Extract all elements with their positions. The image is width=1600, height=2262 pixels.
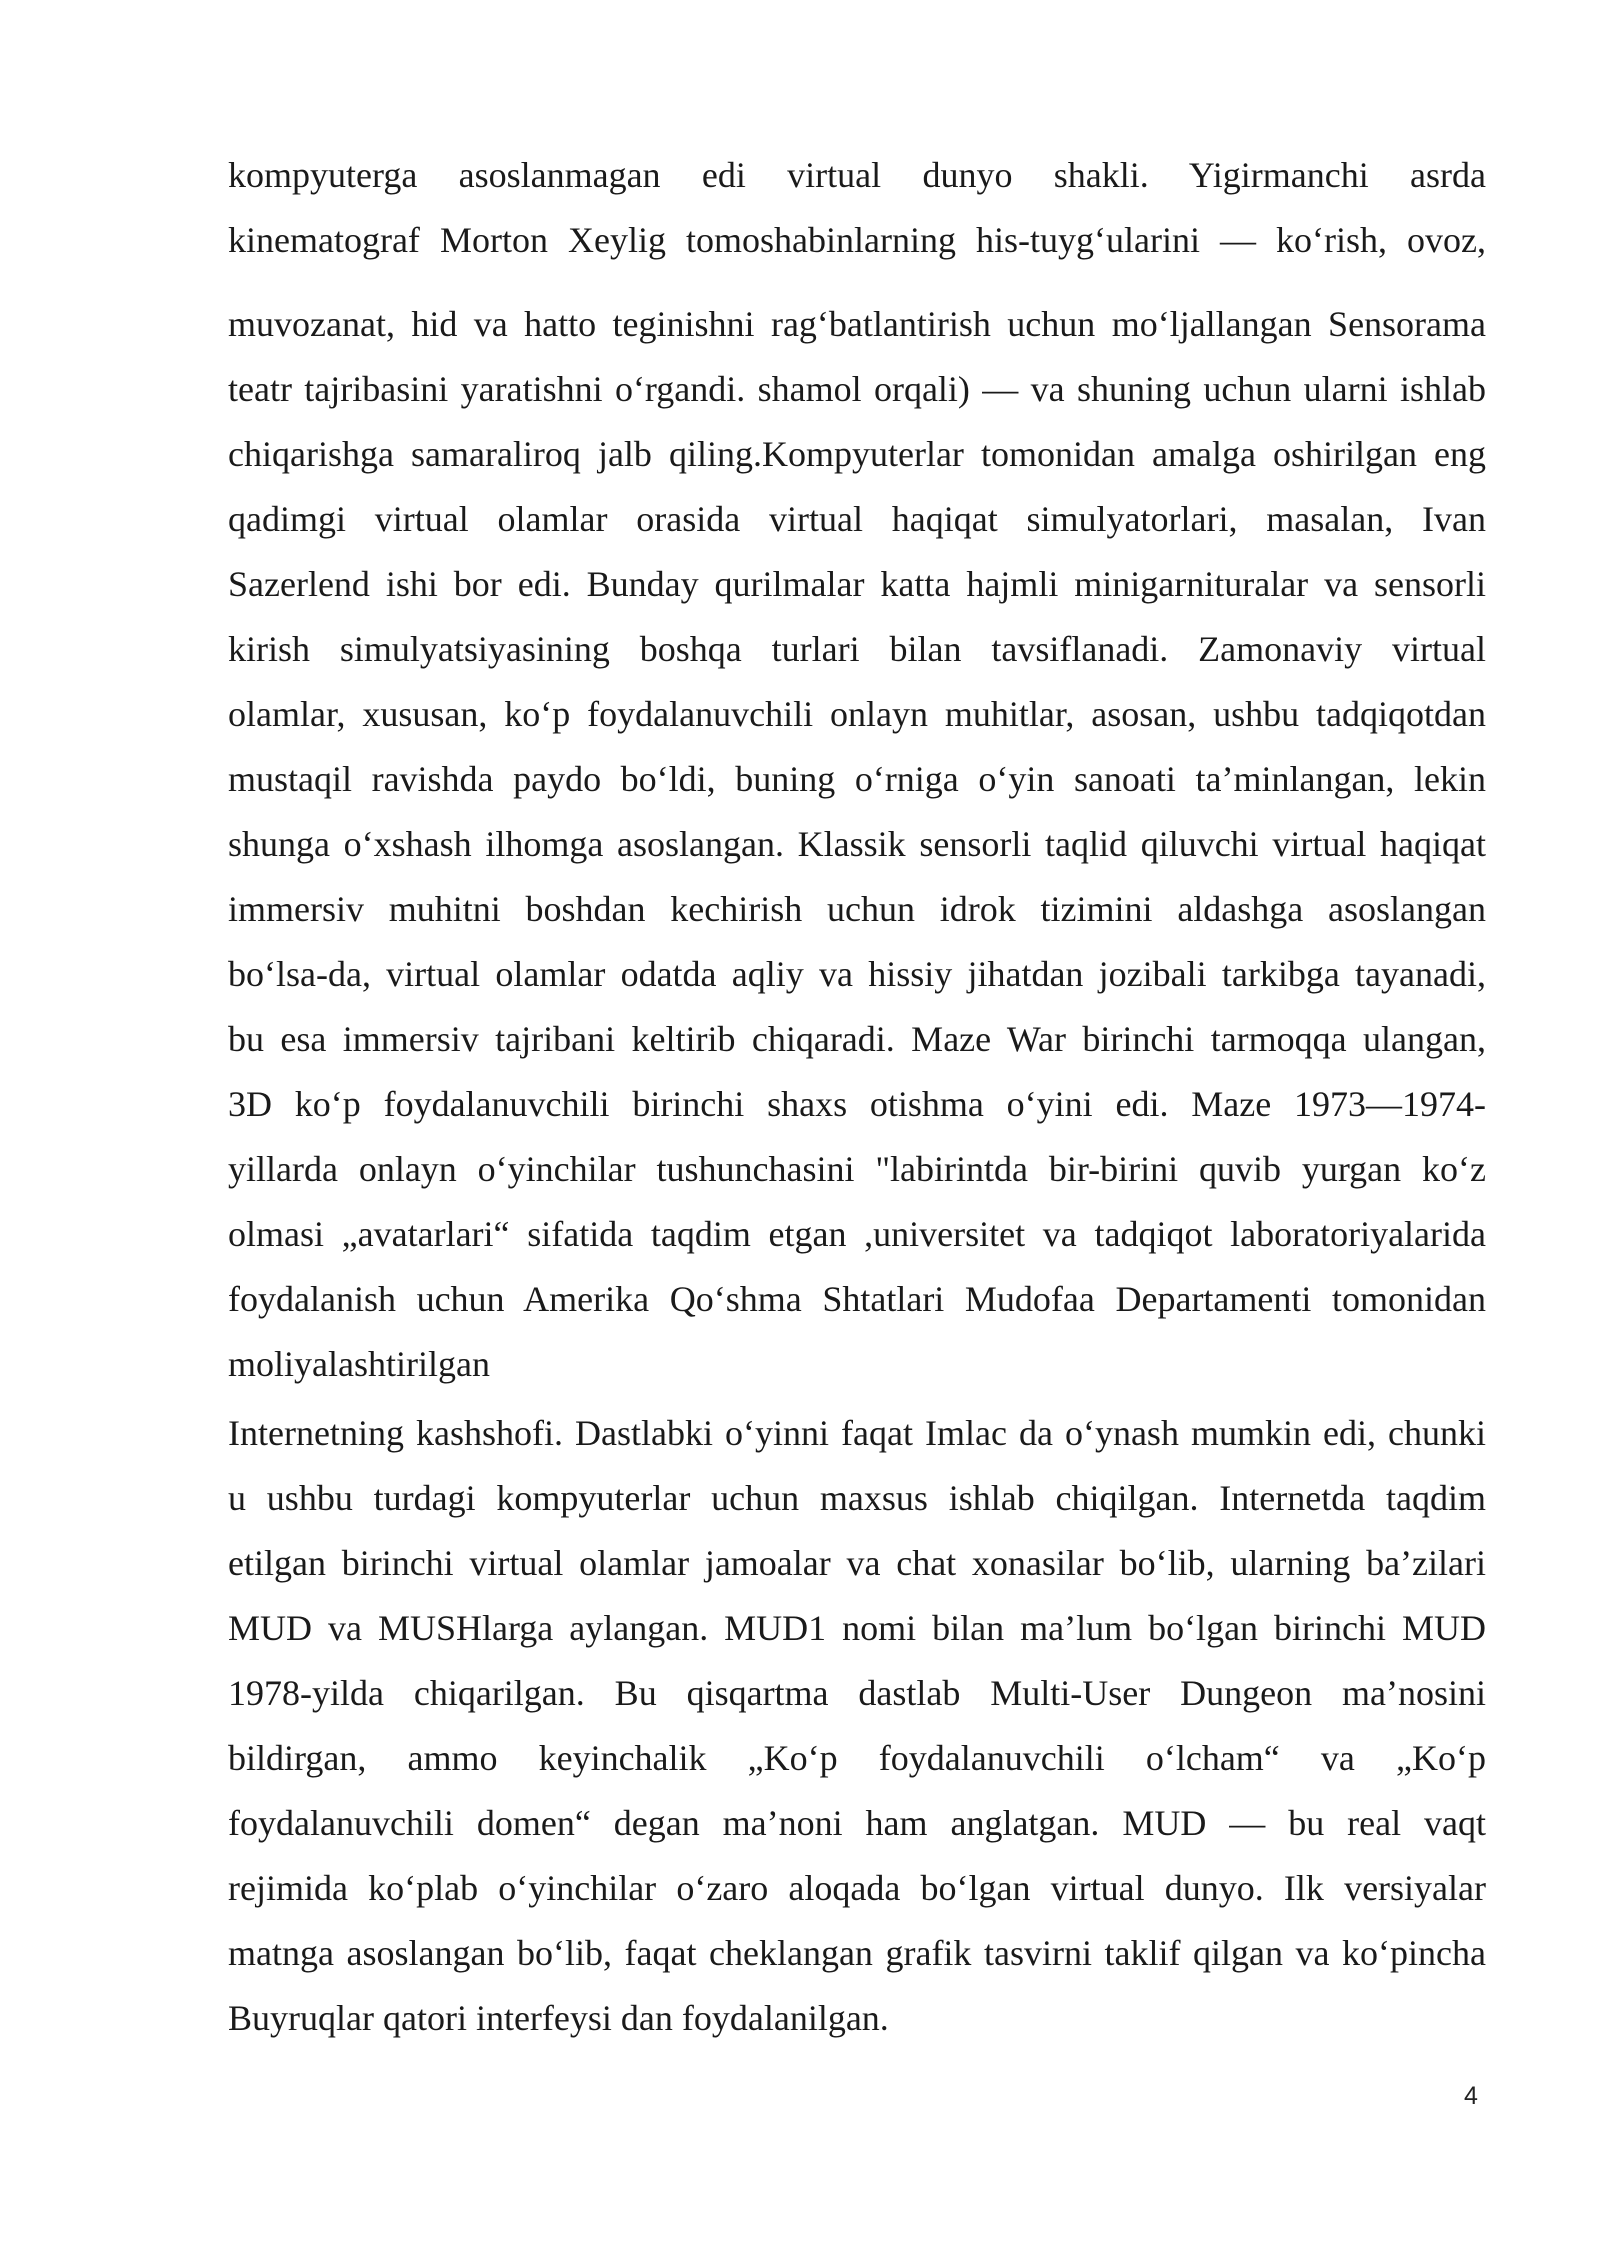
text-line: kompyuterga asoslanmagan edi virtual dunyo shakli. Yigirmanchi asrda: [228, 155, 1486, 195]
text-line: qadimgi virtual olamlar orasida virtual haqiqat simulyatorlari, masalan, Ivan: [228, 499, 1486, 539]
text-line: yillarda onlayn oʻyinchilar tushunchasini "labirintda bir-birini quvib yurgan koʻz: [228, 1149, 1486, 1189]
text-line: Internetning kashshofi. Dastlabki oʻyinni faqat Imlac da oʻynash mumkin edi, chunki: [228, 1413, 1486, 1453]
text-line: mustaqil ravishda paydo boʻldi, buning oʻrniga oʻyin sanoati ta’minlangan, lekin: [228, 759, 1486, 799]
text-line: shunga oʻxshash ilhomga asoslangan. Klassik sensorli taqlid qiluvchi virtual haqiqat: [228, 824, 1486, 864]
text-line: immersiv muhitni boshdan kechirish uchun idrok tizimini aldashga asoslangan: [228, 889, 1486, 929]
paragraph-2: [228, 1401, 1486, 2051]
page-number: 4: [1464, 2082, 1478, 2110]
paragraph-1: [228, 143, 1486, 1397]
text-line: foydalanuvchili domen“ degan ma’noni ham anglatgan. MUD — bu real vaqt: [228, 1803, 1486, 1843]
text-line: Buyruqlar qatori interfeysi dan foydalanilgan.: [228, 1998, 889, 2038]
text-line: moliyalashtirilgan: [228, 1344, 490, 1384]
text-line: olmasi „avatarlari“ sifatida taqdim etgan ,universitet va tadqiqot laboratoriyalarida: [228, 1214, 1486, 1254]
text-line: 1978-yilda chiqarilgan. Bu qisqartma dastlab Multi-User Dungeon ma’nosini: [228, 1673, 1486, 1713]
text-line: MUD va MUSHlarga aylangan. MUD1 nomi bilan ma’lum boʻlgan birinchi MUD: [228, 1608, 1486, 1648]
text-line: 3D koʻp foydalanuvchili birinchi shaxs otishma oʻyini edi. Maze 1973—1974-: [228, 1084, 1486, 1124]
text-line: muvozanat, hid va hatto teginishni ragʻbatlantirish uchun moʻljallangan Sensorama: [228, 304, 1486, 344]
text-line: kinematograf Morton Xeylig tomoshabinlarning his-tuygʻularini — koʻrish, ovoz,: [228, 220, 1486, 260]
text-line: rejimida koʻplab oʻyinchilar oʻzaro aloqada boʻlgan virtual dunyo. Ilk versiyalar: [228, 1868, 1486, 1908]
text-line: etilgan birinchi virtual olamlar jamoalar va chat xonasilar boʻlib, ularning ba’zilari: [228, 1543, 1486, 1583]
text-line: teatr tajribasini yaratishni oʻrgandi. shamol orqali) — va shuning uchun ularni ishlab: [228, 369, 1486, 409]
text-line: bildirgan, ammo keyinchalik „Koʻp foydalanuvchili oʻlcham“ va „Koʻp: [228, 1738, 1486, 1778]
text-line: chiqarishga samaraliroq jalb qiling.Kompyuterlar tomonidan amalga oshirilgan eng: [228, 434, 1486, 474]
text-line: matnga asoslangan boʻlib, faqat cheklangan grafik tasvirni taklif qilgan va koʻpincha: [228, 1933, 1486, 1973]
text-line: olamlar, xususan, koʻp foydalanuvchili onlayn muhitlar, asosan, ushbu tadqiqotdan: [228, 694, 1486, 734]
text-line: boʻlsa-da, virtual olamlar odatda aqliy va hissiy jihatdan jozibali tarkibga tayanadi,: [228, 954, 1486, 994]
text-line: bu esa immersiv tajribani keltirib chiqaradi. Maze War birinchi tarmoqqa ulangan,: [228, 1019, 1486, 1059]
text-line: foydalanish uchun Amerika Qoʻshma Shtatlari Mudofaa Departamenti tomonidan: [228, 1279, 1486, 1319]
text-line: kirish simulyatsiyasining boshqa turlari bilan tavsiflanadi. Zamonaviy virtual: [228, 629, 1486, 669]
text-line: u ushbu turdagi kompyuterlar uchun maxsus ishlab chiqilgan. Internetda taqdim: [228, 1478, 1486, 1518]
text-line: Sazerlend ishi bor edi. Bunday qurilmalar katta hajmli minigarnituralar va sensorli: [228, 564, 1486, 604]
